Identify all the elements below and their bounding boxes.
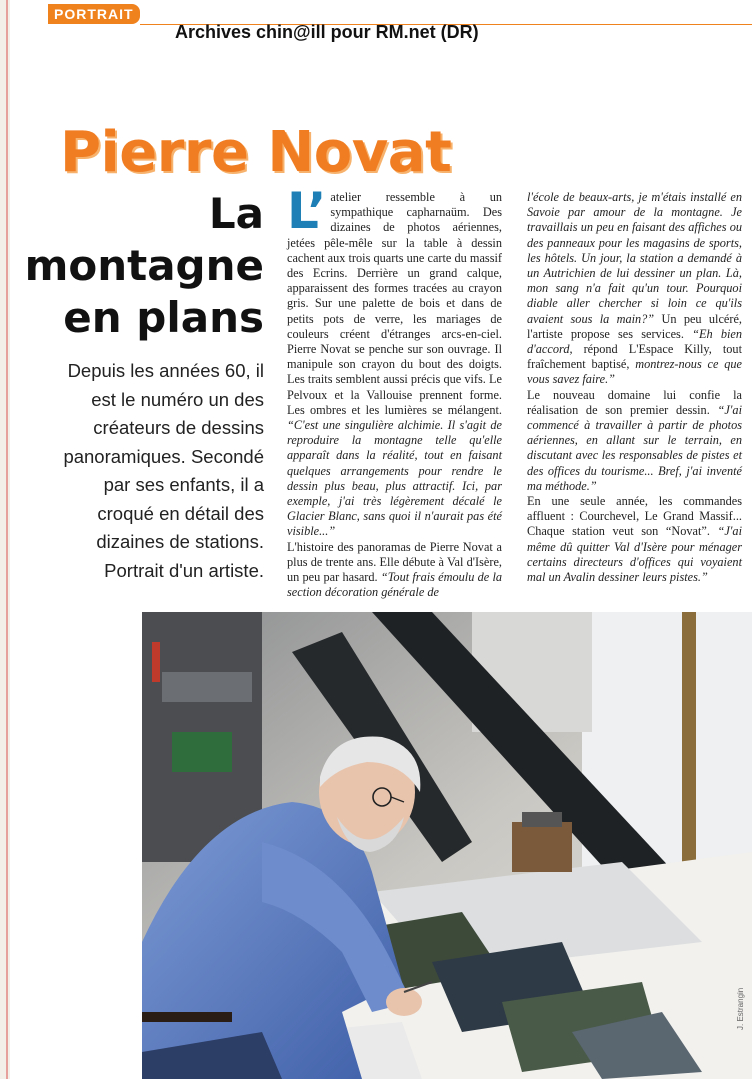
article-deck: Depuis les années 60, il est le numéro un des créateurs de dessins panoramiques. Secondé par ses enfants, il a croqué en détail des dizaines de stations. Portrait d'un artiste. <box>63 360 264 581</box>
col2-quote-1: l'école de beaux-arts, je m'étais installé en Savoie par amour de la montagne. Je travaillais un peu en faisant des affiches ou des panneaux pour les magasins de sports, les hôtels. Un jour, la station a demandé à un Autrichien de lui dessiner un plan. Là, mon sang n'a fait qu'un tour. Pourquoi diable aller chercher si loin ce qu'ils avaient sous la main?” <box>527 190 742 326</box>
col1-text-1: atelier ressemble à un sympathique capharnaüm. Des dizaines de photos aériennes, jetées pêle-mêle sur la table à dessin cachent aux trois quarts une carte du massif des Ecrins. Derrière un grand calque, apparaissent des formes tracées au crayon gris. Sur une palette de bois et dans de petits pots de verre, les mariages de couleurs créent d'étranges arcs-en-ciel. Pierre Novat se penche sur son ouvrage. Il manipule son crayon du bout des doigts. Les traits semblent aussi précis que vifs. Le Pelvoux et la Vallouise prennent forme. Les ombres et les lumières se mélangent. <box>287 190 502 417</box>
page-left-edge <box>0 0 10 1079</box>
photo-credit: J. Estrangin <box>736 987 745 1030</box>
col1-text-2: L'histoire des panoramas de Pierre Novat a plus de trente ans. Elle débute à Val d'Isère, un peu par hasard. <box>287 539 502 585</box>
col2-text-3: En une seule année, les commandes affluent : Courchevel, Le Grand Massif... Chaque station veut son “Novat”. <box>527 494 742 539</box>
col2-quote-2: “J'ai commencé à travailler à partir de photos aériennes, en allant sur le terrain, en discutant avec les responsables de pistes et des offices du tourisme... Bref, j'ai inventé ma méthode.” <box>527 402 742 493</box>
col2-text-1d: répond L'Espace Killy, tout fraîchement baptisé, <box>527 342 742 372</box>
article-name: Pierre Novat <box>60 120 452 185</box>
col2-text-2: Le nouveau domaine lui confie la réalisation de son premier dessin. <box>527 387 742 417</box>
headline-line-3: en plans <box>63 293 264 342</box>
headline-line-1: La <box>208 189 264 238</box>
col2-quote-3: “J'ai même dû quitter Val d'Isère pour ménager certains directeurs d'offices qui voyaient mal un Avalin dessiner leurs pistes.” <box>527 524 742 585</box>
col1-quote-2: “Tout frais émoulu de la section décoration générale de <box>287 570 503 600</box>
section-tab: PORTRAIT <box>48 4 140 24</box>
artist-photo <box>142 612 752 1079</box>
dropcap: L’ <box>287 182 327 240</box>
col1-quote-1: “C'est une singulière alchimie. Il s'agit de reproduire la montagne telle qu'elle apparaît dans la réalité, tout en faisant quelques arrangements pour rendre le dessin plus beau, plus attractif. Ici, par exemple, j'ai très légèrement décalé le Glacier Blanc, sans quoi il n'aurait pas été visible...” <box>287 418 502 539</box>
col2-text-1b: Un peu ulcéré, l'artiste propose ses services. <box>527 311 742 341</box>
artist-photo-illustration <box>142 612 752 1079</box>
body-column-2 <box>527 190 742 585</box>
article-headline <box>25 188 264 344</box>
col2-quote-1c: “Eh bien d'accord, <box>527 326 742 357</box>
headline-line-2: montagne <box>24 241 264 290</box>
archive-watermark: Archives chin@ill pour RM.net (DR) <box>175 22 479 42</box>
body-column-1 <box>287 182 503 600</box>
col2-quote-1e: montrez-nous ce que vous savez faire.” <box>527 357 742 387</box>
